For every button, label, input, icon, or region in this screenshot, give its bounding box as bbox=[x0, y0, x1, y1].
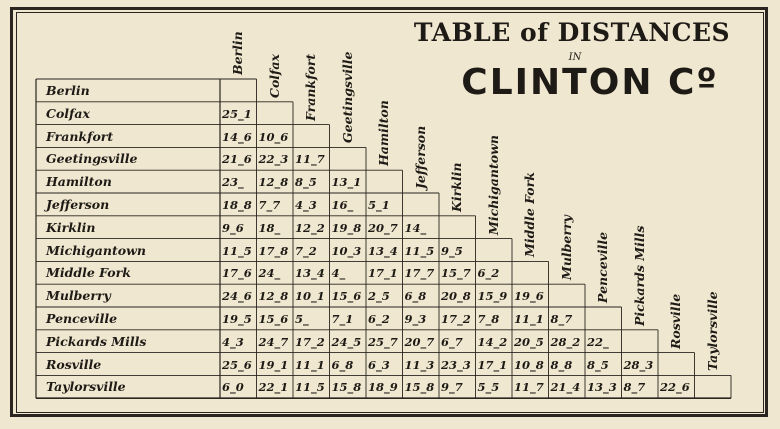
distance-cell: 22_3 bbox=[258, 152, 289, 167]
table-title: TABLE of DISTANCES bbox=[413, 18, 731, 47]
distance-cell: 5_ bbox=[295, 312, 309, 326]
distance-cell: 15_8 bbox=[331, 380, 362, 395]
distance-cell: 6_2 bbox=[477, 266, 500, 281]
distance-cell: 11_7 bbox=[295, 152, 325, 167]
row-label: Colfax bbox=[46, 105, 90, 121]
distance-cell: 8_7 bbox=[550, 312, 573, 326]
distance-cell: 11_5 bbox=[222, 243, 252, 258]
distance-cell: 7_8 bbox=[477, 312, 500, 326]
distance-cell: 17_7 bbox=[404, 266, 435, 281]
distance-cell: 22_1 bbox=[258, 380, 289, 395]
row-label: Penceville bbox=[46, 311, 118, 326]
distance-cell: 7_2 bbox=[295, 243, 317, 258]
distance-cell: 25_7 bbox=[368, 334, 398, 349]
distance-cell: 15_8 bbox=[404, 380, 435, 395]
distance-cell: 28_3 bbox=[623, 357, 654, 372]
column-label: Berlin bbox=[230, 31, 245, 75]
distance-cell: 17_2 bbox=[295, 334, 325, 349]
distance-cell: 19_8 bbox=[331, 220, 362, 235]
distance-cell: 5_5 bbox=[477, 380, 500, 395]
column-label: Colfax bbox=[266, 53, 282, 98]
distance-cell: 7_7 bbox=[258, 198, 281, 212]
distance-cell: 10_6 bbox=[258, 129, 289, 144]
row-label: Kirklin bbox=[46, 219, 96, 235]
distance-cell: 6_7 bbox=[441, 334, 463, 349]
distance-cell: 24_5 bbox=[331, 334, 362, 349]
distance-cell: 18_9 bbox=[368, 380, 398, 395]
column-label: Frankfort bbox=[303, 53, 318, 121]
distance-cell: 14_2 bbox=[477, 334, 508, 349]
distance-cell: 24_6 bbox=[222, 289, 252, 304]
distance-cell: 25_6 bbox=[222, 357, 252, 372]
distance-cell: 13_4 bbox=[368, 243, 398, 258]
distance-cell: 15_9 bbox=[477, 289, 508, 304]
distance-cell: 10_8 bbox=[514, 357, 544, 372]
distance-cell: 6_8 bbox=[331, 357, 354, 372]
distance-cell: 19_5 bbox=[222, 312, 252, 326]
column-label: Taylorsville bbox=[704, 291, 720, 372]
distance-cell: 24_7 bbox=[258, 334, 289, 349]
column-label: Michigantown bbox=[485, 134, 501, 235]
distance-cell: 6_2 bbox=[368, 312, 390, 326]
column-label: Hamilton bbox=[376, 100, 391, 167]
distance-cell: 11_3 bbox=[404, 357, 435, 372]
column-label: Jefferson bbox=[412, 125, 428, 189]
distance-cell: 4_ bbox=[331, 266, 346, 281]
distance-cell: 22_6 bbox=[660, 380, 690, 395]
distance-cell: 20_8 bbox=[441, 289, 471, 304]
distance-cell: 7_1 bbox=[331, 312, 354, 326]
distance-cell: 10_3 bbox=[331, 243, 362, 258]
distance-cell: 13_4 bbox=[295, 266, 325, 281]
distance-cell: 11_5 bbox=[295, 380, 325, 395]
row-label: Berlin bbox=[46, 83, 90, 98]
distance-cell: 24_ bbox=[258, 266, 281, 281]
distance-cell: 17_6 bbox=[222, 266, 252, 281]
county-title: CLINTON Cº bbox=[461, 62, 719, 103]
distance-cell: 9_6 bbox=[222, 220, 244, 235]
column-label: Kirklin bbox=[449, 162, 464, 212]
distance-cell: 6_0 bbox=[222, 380, 244, 395]
column-label: Penceville bbox=[595, 231, 610, 303]
distance-cell: 22_ bbox=[587, 334, 609, 349]
distance-cell: 23_3 bbox=[441, 357, 471, 372]
row-label: Middle Fork bbox=[46, 265, 131, 281]
distance-cell: 23_ bbox=[222, 175, 244, 190]
row-label: Frankfort bbox=[46, 128, 114, 144]
distance-cell: 8_5 bbox=[295, 175, 317, 190]
distance-cell: 9_7 bbox=[441, 380, 463, 395]
distance-cell: 18_8 bbox=[222, 198, 252, 212]
distance-cell: 20_7 bbox=[368, 220, 398, 235]
distance-cell: 11_1 bbox=[514, 312, 544, 326]
distance-cell: 11_5 bbox=[404, 243, 435, 258]
row-label: Taylorsville bbox=[46, 379, 126, 395]
row-label: Rosville bbox=[46, 356, 102, 372]
column-label: Pickards Mills bbox=[631, 225, 647, 326]
distance-cell: 25_1 bbox=[222, 106, 252, 121]
distance-cell: 21_6 bbox=[222, 152, 252, 167]
column-label: Mulberry bbox=[558, 215, 574, 281]
distance-cell: 17_8 bbox=[258, 243, 289, 258]
row-label: Mulberry bbox=[46, 288, 111, 304]
distance-cell: 19_1 bbox=[258, 357, 289, 372]
column-label: Geetingsville bbox=[339, 51, 355, 144]
distance-cell: 12_8 bbox=[258, 175, 289, 190]
distance-cell: 10_1 bbox=[295, 289, 325, 304]
distance-cell: 14_6 bbox=[222, 129, 252, 144]
distance-cell: 5_1 bbox=[368, 198, 390, 212]
title-connector: IN bbox=[568, 52, 582, 63]
distance-cell: 28_2 bbox=[550, 334, 581, 349]
distance-cell: 11_1 bbox=[295, 357, 325, 372]
distance-cell: 14_ bbox=[404, 220, 427, 235]
distance-cell: 17_2 bbox=[441, 312, 471, 326]
distance-cell: 20_5 bbox=[514, 334, 544, 349]
distance-cell: 8_5 bbox=[587, 357, 609, 372]
row-label: Michigantown bbox=[46, 242, 146, 258]
distance-cell: 2_5 bbox=[368, 289, 390, 304]
distance-cell: 16_ bbox=[331, 198, 354, 212]
distance-cell: 18_ bbox=[258, 220, 281, 235]
distance-cell: 4_3 bbox=[222, 334, 244, 349]
row-label: Pickards Mills bbox=[46, 333, 147, 349]
distance-cell: 6_8 bbox=[404, 289, 427, 304]
distance-cell: 13_1 bbox=[331, 175, 362, 190]
distance-cell: 12_2 bbox=[295, 220, 325, 235]
column-label: Rosville bbox=[668, 293, 683, 349]
distance-cell: 9_3 bbox=[404, 312, 427, 326]
distance-cell: 13_3 bbox=[587, 380, 617, 395]
distance-cell: 20_7 bbox=[404, 334, 435, 349]
distance-cell: 17_1 bbox=[477, 357, 508, 372]
distance-cell: 11_7 bbox=[514, 380, 544, 395]
distance-cell: 12_8 bbox=[258, 289, 289, 304]
distance-cell: 21_4 bbox=[550, 380, 581, 395]
column-label: Middle Fork bbox=[522, 172, 537, 258]
distance-cell: 4_3 bbox=[295, 198, 317, 212]
distance-cell: 19_6 bbox=[514, 289, 544, 304]
distance-cell: 15_7 bbox=[441, 266, 471, 281]
distance-cell: 6_3 bbox=[368, 357, 390, 372]
distance-cell: 17_1 bbox=[368, 266, 398, 281]
distance-cell: 9_5 bbox=[441, 243, 463, 258]
distance-cell: 15_6 bbox=[331, 289, 362, 304]
distance-cell: 15_6 bbox=[258, 312, 289, 326]
distance-cell: 8_7 bbox=[623, 380, 646, 395]
row-label: Jefferson bbox=[46, 197, 110, 212]
row-label: Geetingsville bbox=[46, 151, 138, 167]
distance-cell: 8_8 bbox=[550, 357, 573, 372]
row-label: Hamilton bbox=[46, 174, 112, 190]
